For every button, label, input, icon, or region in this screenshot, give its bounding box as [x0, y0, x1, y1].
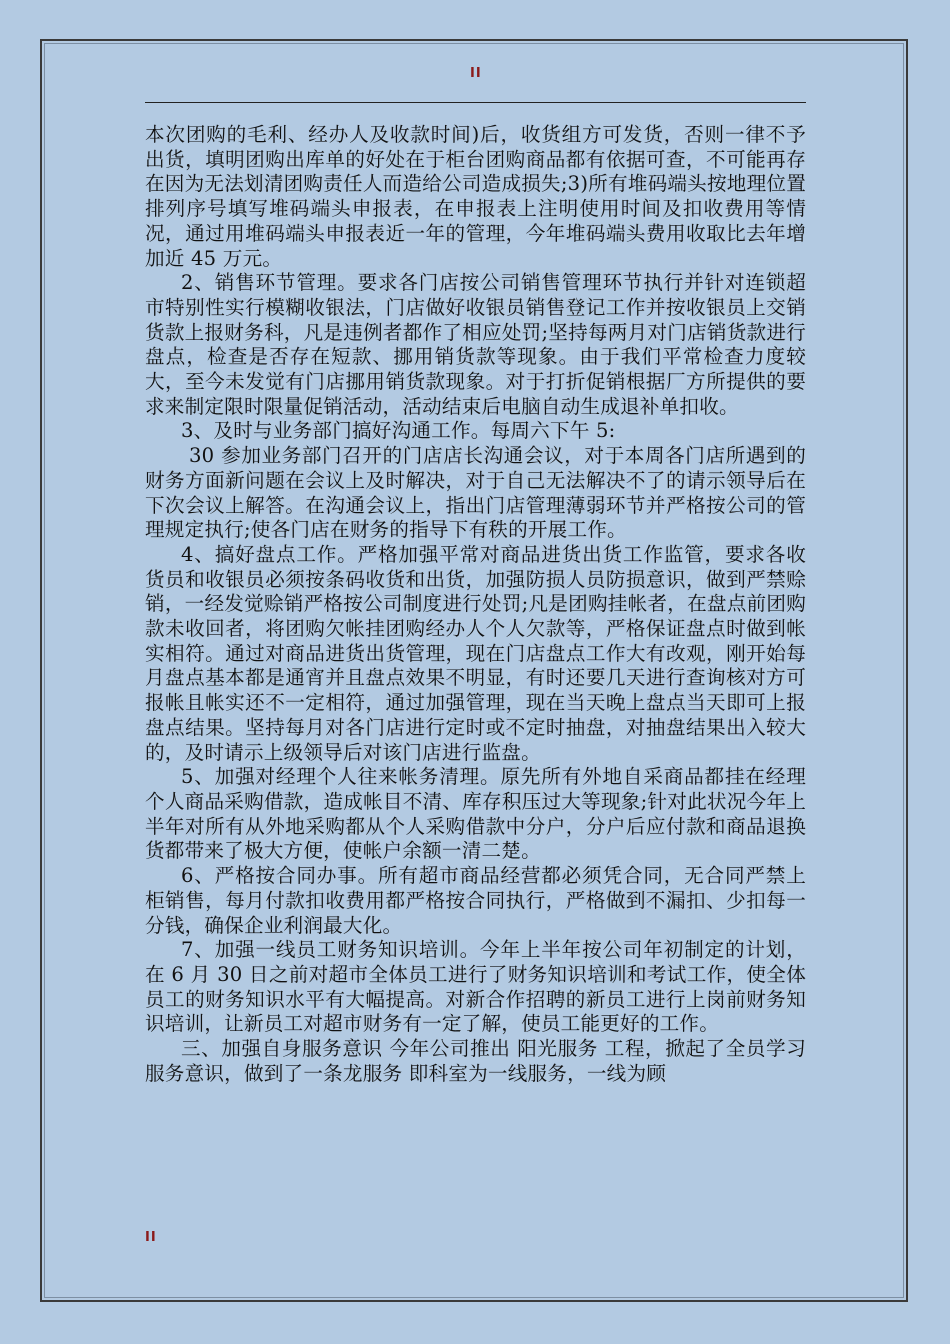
paragraph-training: 7、加强一线员工财务知识培训。今年上半年按公司年初制定的计划，在 6 月 30 日之前对超市全体员工进行了财务知识培训和考试工作，使全体员工的财务知识水平有大幅提高。对新合作招聘的新员工进行上岗前财务知识培训，让新员工对超市财务有一定了解，使员工能更好的工作。: [145, 938, 806, 1036]
paragraph-service-awareness: 三、加强自身服务意识 今年公司推出 阳光服务 工程，掀起了全员学习服务意识，做到了一条龙服务 即科室为一线服务，一线为顾: [145, 1037, 806, 1085]
document-body: [145, 123, 806, 1086]
paragraph-inventory: 4、搞好盘点工作。严格加强平常对商品进货出货工作监管，要求各收货员和收银员必须按条码收货和出货，加强防损人员防损意识，做到严禁赊销，一经发觉赊销严格按公司制度进行处罚;凡是团购挂帐者，在盘点前团购款未收回者，将团购欠帐挂团购经办人个人欠款等，严格保证盘点时做到帐实相符。通过对商品进货出货管理，现在门店盘点工作大有改观，刚开始每月盘点基本都是通宵并且盘点效果不明显，有时还要几天进行查询核对方可报帐且帐实还不一定相符，通过加强管理，现在当天晚上盘点当天即可上报盘点结果。坚持每月对各门店进行定时或不定时抽盘，对抽盘结果出入较大的，及时请示上级领导后对该门店进行监盘。: [145, 542, 806, 764]
paragraph-sales-management: 2、销售环节管理。要求各门店按公司销售管理环节执行并针对连锁超市特别性实行模糊收银法，门店做好收银员销售登记工作并按收银员上交销货款上报财务科，凡是违例者都作了相应处罚;坚持每两月对门店销货款进行盘点，检查是否存在短款、挪用销货款等现象。由于我们平常检查力度较大，至今未发觉有门店挪用销货款现象。对于打折促销根据厂方所提供的要求来制定限时限量促销活动，活动结束后电脑自动生成退补单扣收。: [145, 271, 806, 418]
page-header-mark: II: [470, 66, 482, 81]
paragraph-communication-cont: 30 参加业务部门召开的门店店长沟通会议，对于本周各门店所遇到的财务方面新问题在会议上及时解决，对于自己无法解决不了的请示领导后在下次会议上解答。在沟通会议上，指出门店管理薄弱环节并严格按公司的管理规定执行;使各门店在财务的指导下有秩的开展工作。: [145, 444, 806, 542]
paragraph-continued: 本次团购的毛利、经办人及收款时间)后，收货组方可发货，否则一律不予出货，填明团购出库单的好处在于柜台团购商品都有依据可查，不可能再存在因为无法划清团购责任人而造给公司造成损失;3)所有堆码端头按地理位置排列序号填写堆码端头申报表，在申报表上注明使用时间及扣收费用等情况，通过用堆码端头申报表近一年的管理，今年堆码端头费用收取比去年增加近 45 万元。: [145, 123, 806, 270]
header-divider: [145, 102, 806, 103]
paragraph-contracts: 6、严格按合同办事。所有超市商品经营都必须凭合同，无合同严禁上柜销售，每月付款扣收费用都严格按合同执行，严格做到不漏扣、少扣每一分钱，确保企业利润最大化。: [145, 864, 806, 937]
paragraph-manager-accounts: 5、加强对经理个人往来帐务清理。原先所有外地自采商品都挂在经理个人商品采购借款，造成帐目不清、库存积压过大等现象;针对此状况今年上半年对所有从外地采购都从个人采购借款中分户，分户后应付款和商品退换货都带来了极大方便，使帐户余额一清二楚。: [145, 765, 806, 863]
page-footer-mark: II: [145, 1230, 157, 1245]
paragraph-communication: 3、及时与业务部门搞好沟通工作。每周六下午 5:: [181, 419, 616, 443]
